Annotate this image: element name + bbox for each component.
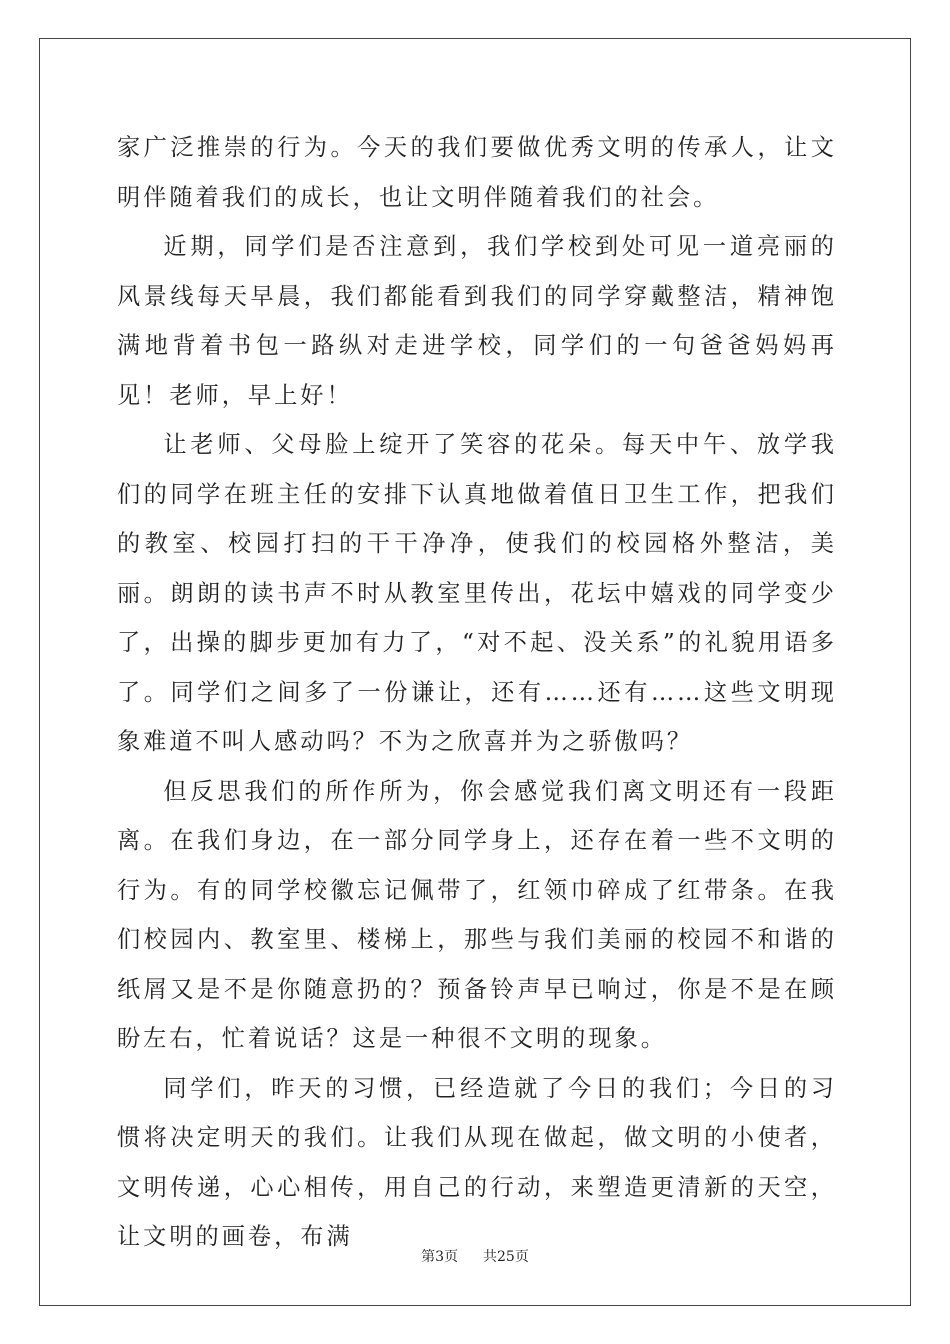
paragraph-3: 让老师、父母脸上绽开了笑容的花朵。每天中午、放学我们的同学在班主任的安排下认真地做着值日卫生工作，把我们的教室、校园打扫的干干净净，使我们的校园格外整洁，美丽。朗朗的读书声不时从教室里传出，花坛中嬉戏的同学变少了，出操的脚步更加有力了，“对不起、没关系”的礼貌用语多了。同学们之间多了一份谦让，还有……还有……这些文明现象难道不叫人感动吗？不为之欣喜并为之骄傲吗？ <box>117 431 837 755</box>
page-footer <box>0 1246 950 1266</box>
paragraph-4: 但反思我们的所作所为，你会感觉我们离文明还有一段距离。在我们身边，在一部分同学身上，还存在着一些不文明的行为。有的同学校徽忘记佩带了，红领巾碎成了红带条。在我们校园内、教室里、楼梯上，那些与我们美丽的校园不和谐的纸屑又是不是你随意扔的？预备铃声早已响过，你是不是在顾盼左右，忙着说话？这是一种很不文明的现象。 <box>117 777 837 1052</box>
page-total: 共25页 <box>483 1249 529 1265</box>
paragraph-2: 近期，同学们是否注意到，我们学校到处可见一道亮丽的风景线每天早晨，我们都能看到我们的同学穿戴整洁，精神饱满地背着书包一路纵对走进学校，同学们的一句爸爸妈妈再见！老师，早上好！ <box>117 233 837 409</box>
paragraph-1: 家广泛推崇的行为。今天的我们要做优秀文明的传承人，让文明伴随着我们的成长，也让文明伴随着我们的社会。 <box>117 134 837 211</box>
paragraph-5: 同学们，昨天的习惯，已经造就了今日的我们；今日的习惯将决定明天的我们。让我们从现在做起，做文明的小使者，文明传递，心心相传，用自己的行动，来塑造更清新的天空，让文明的画卷，布满 <box>117 1074 837 1250</box>
page-number: 第3页 <box>421 1249 459 1265</box>
document-body <box>117 123 837 1262</box>
